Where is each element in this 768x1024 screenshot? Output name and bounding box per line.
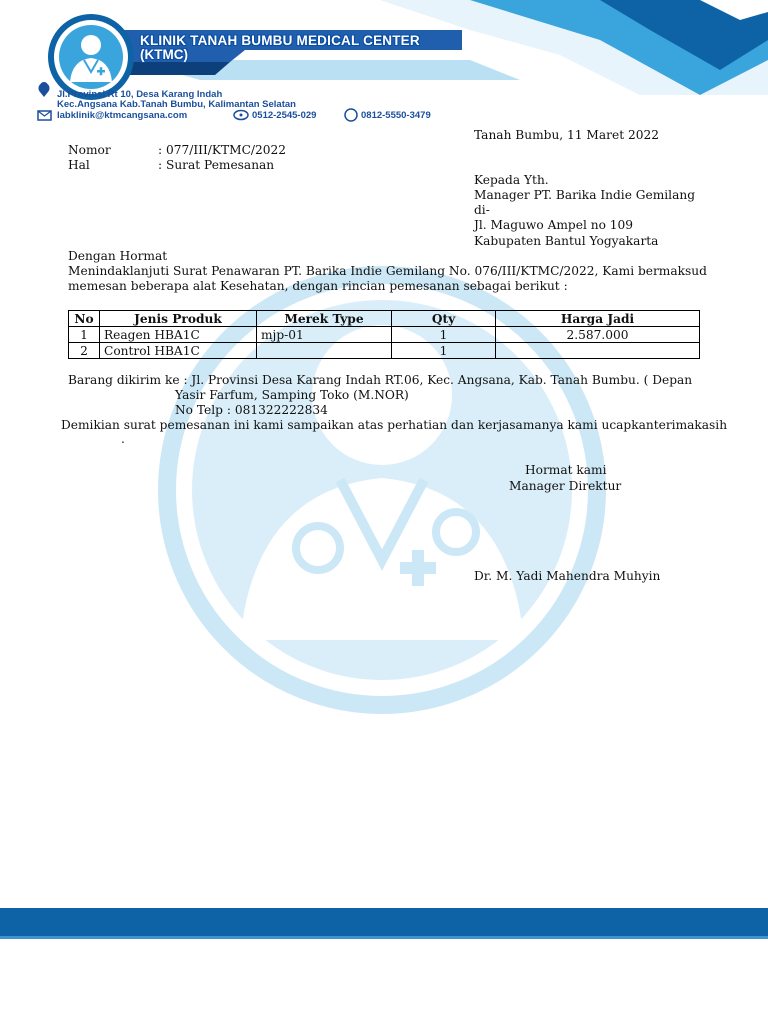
recipient-line: Jl. Maguwo Ampel no 109	[474, 218, 634, 232]
table-cell	[496, 343, 700, 359]
signoff-line-2: Manager Direktur	[509, 479, 622, 493]
body-line-1: Menindaklanjuti Surat Penawaran PT. Barika Indie Gemilang No. 076/III/KTMC/2022, Kami bermaksud	[68, 264, 707, 278]
col-header: Qty	[392, 311, 496, 327]
col-header: Merek Type	[257, 311, 392, 327]
signatory-name: Dr. M. Yadi Mahendra Muhyin	[474, 569, 661, 583]
body-line-2: memesan beberapa alat Kesehatan, dengan rincian pemesanan sebagai berikut :	[68, 279, 568, 293]
table-cell: 1	[392, 343, 496, 359]
table-cell	[257, 343, 392, 359]
order-table	[68, 310, 700, 359]
hal-label: Hal	[68, 158, 90, 172]
hal-value: : Surat Pemesanan	[158, 158, 275, 172]
table-cell: 2.587.000	[496, 327, 700, 343]
address-line-2: Kec.Angsana Kab.Tanah Bumbu, Kalimantan Selatan	[57, 99, 296, 110]
shipping-line-2: Yasir Farfum, Samping Toko (M.NOR)	[175, 388, 409, 402]
nomor-label: Nomor	[68, 143, 111, 157]
place-date: Tanah Bumbu, 11 Maret 2022	[474, 128, 660, 142]
greeting: Dengan Hormat	[68, 249, 168, 263]
email-link[interactable]: labklinik@ktmcangsana.com	[57, 110, 188, 121]
phone-number: 0512-2545-029	[252, 110, 317, 121]
shipping-line-1: Barang dikirim ke : Jl. Provinsi Desa Karang Indah RT.06, Kec. Angsana, Kab. Tanah Bumbu. ( Depan	[68, 373, 693, 387]
clinic-name: KLINIK TANAH BUMBU MEDICAL CENTER	[140, 33, 420, 48]
recipient-line: Kepada Yth.	[474, 173, 549, 187]
footer-line	[0, 936, 768, 939]
table-row	[69, 327, 700, 343]
closing-line: Demikian surat pemesanan ini kami sampaikan atas perhatian dan kerjasamanya kami ucapkanterimakasih	[61, 418, 728, 432]
col-header: No	[69, 311, 100, 327]
shipping-line-3: No Telp : 081322222834	[175, 403, 328, 417]
table-cell: Reagen HBA1C	[100, 327, 257, 343]
recipient-line: Manager PT. Barika Indie Gemilang	[474, 188, 695, 202]
table-row	[69, 343, 700, 359]
clinic-abbr: (KTMC)	[140, 47, 188, 62]
footer-bar	[0, 908, 768, 936]
closing-dot: .	[121, 432, 125, 446]
nomor-value: : 077/III/KTMC/2022	[158, 143, 287, 157]
recipient-line: Kabupaten Bantul Yogyakarta	[474, 234, 659, 248]
recipient-line: di-	[474, 203, 490, 217]
col-header: Jenis Produk	[100, 311, 257, 327]
col-header: Harga Jadi	[496, 311, 700, 327]
table-cell: mjp-01	[257, 327, 392, 343]
table-cell: Control HBA1C	[100, 343, 257, 359]
address-line-1: Jl.Provinsi Rt 10, Desa Karang Indah	[57, 89, 223, 100]
whatsapp-number: 0812-5550-3479	[361, 110, 431, 121]
table-cell: 2	[69, 343, 100, 359]
table-header-row	[69, 311, 700, 327]
table-cell: 1	[392, 327, 496, 343]
table-cell: 1	[69, 327, 100, 343]
signoff-line-1: Hormat kami	[525, 463, 607, 477]
